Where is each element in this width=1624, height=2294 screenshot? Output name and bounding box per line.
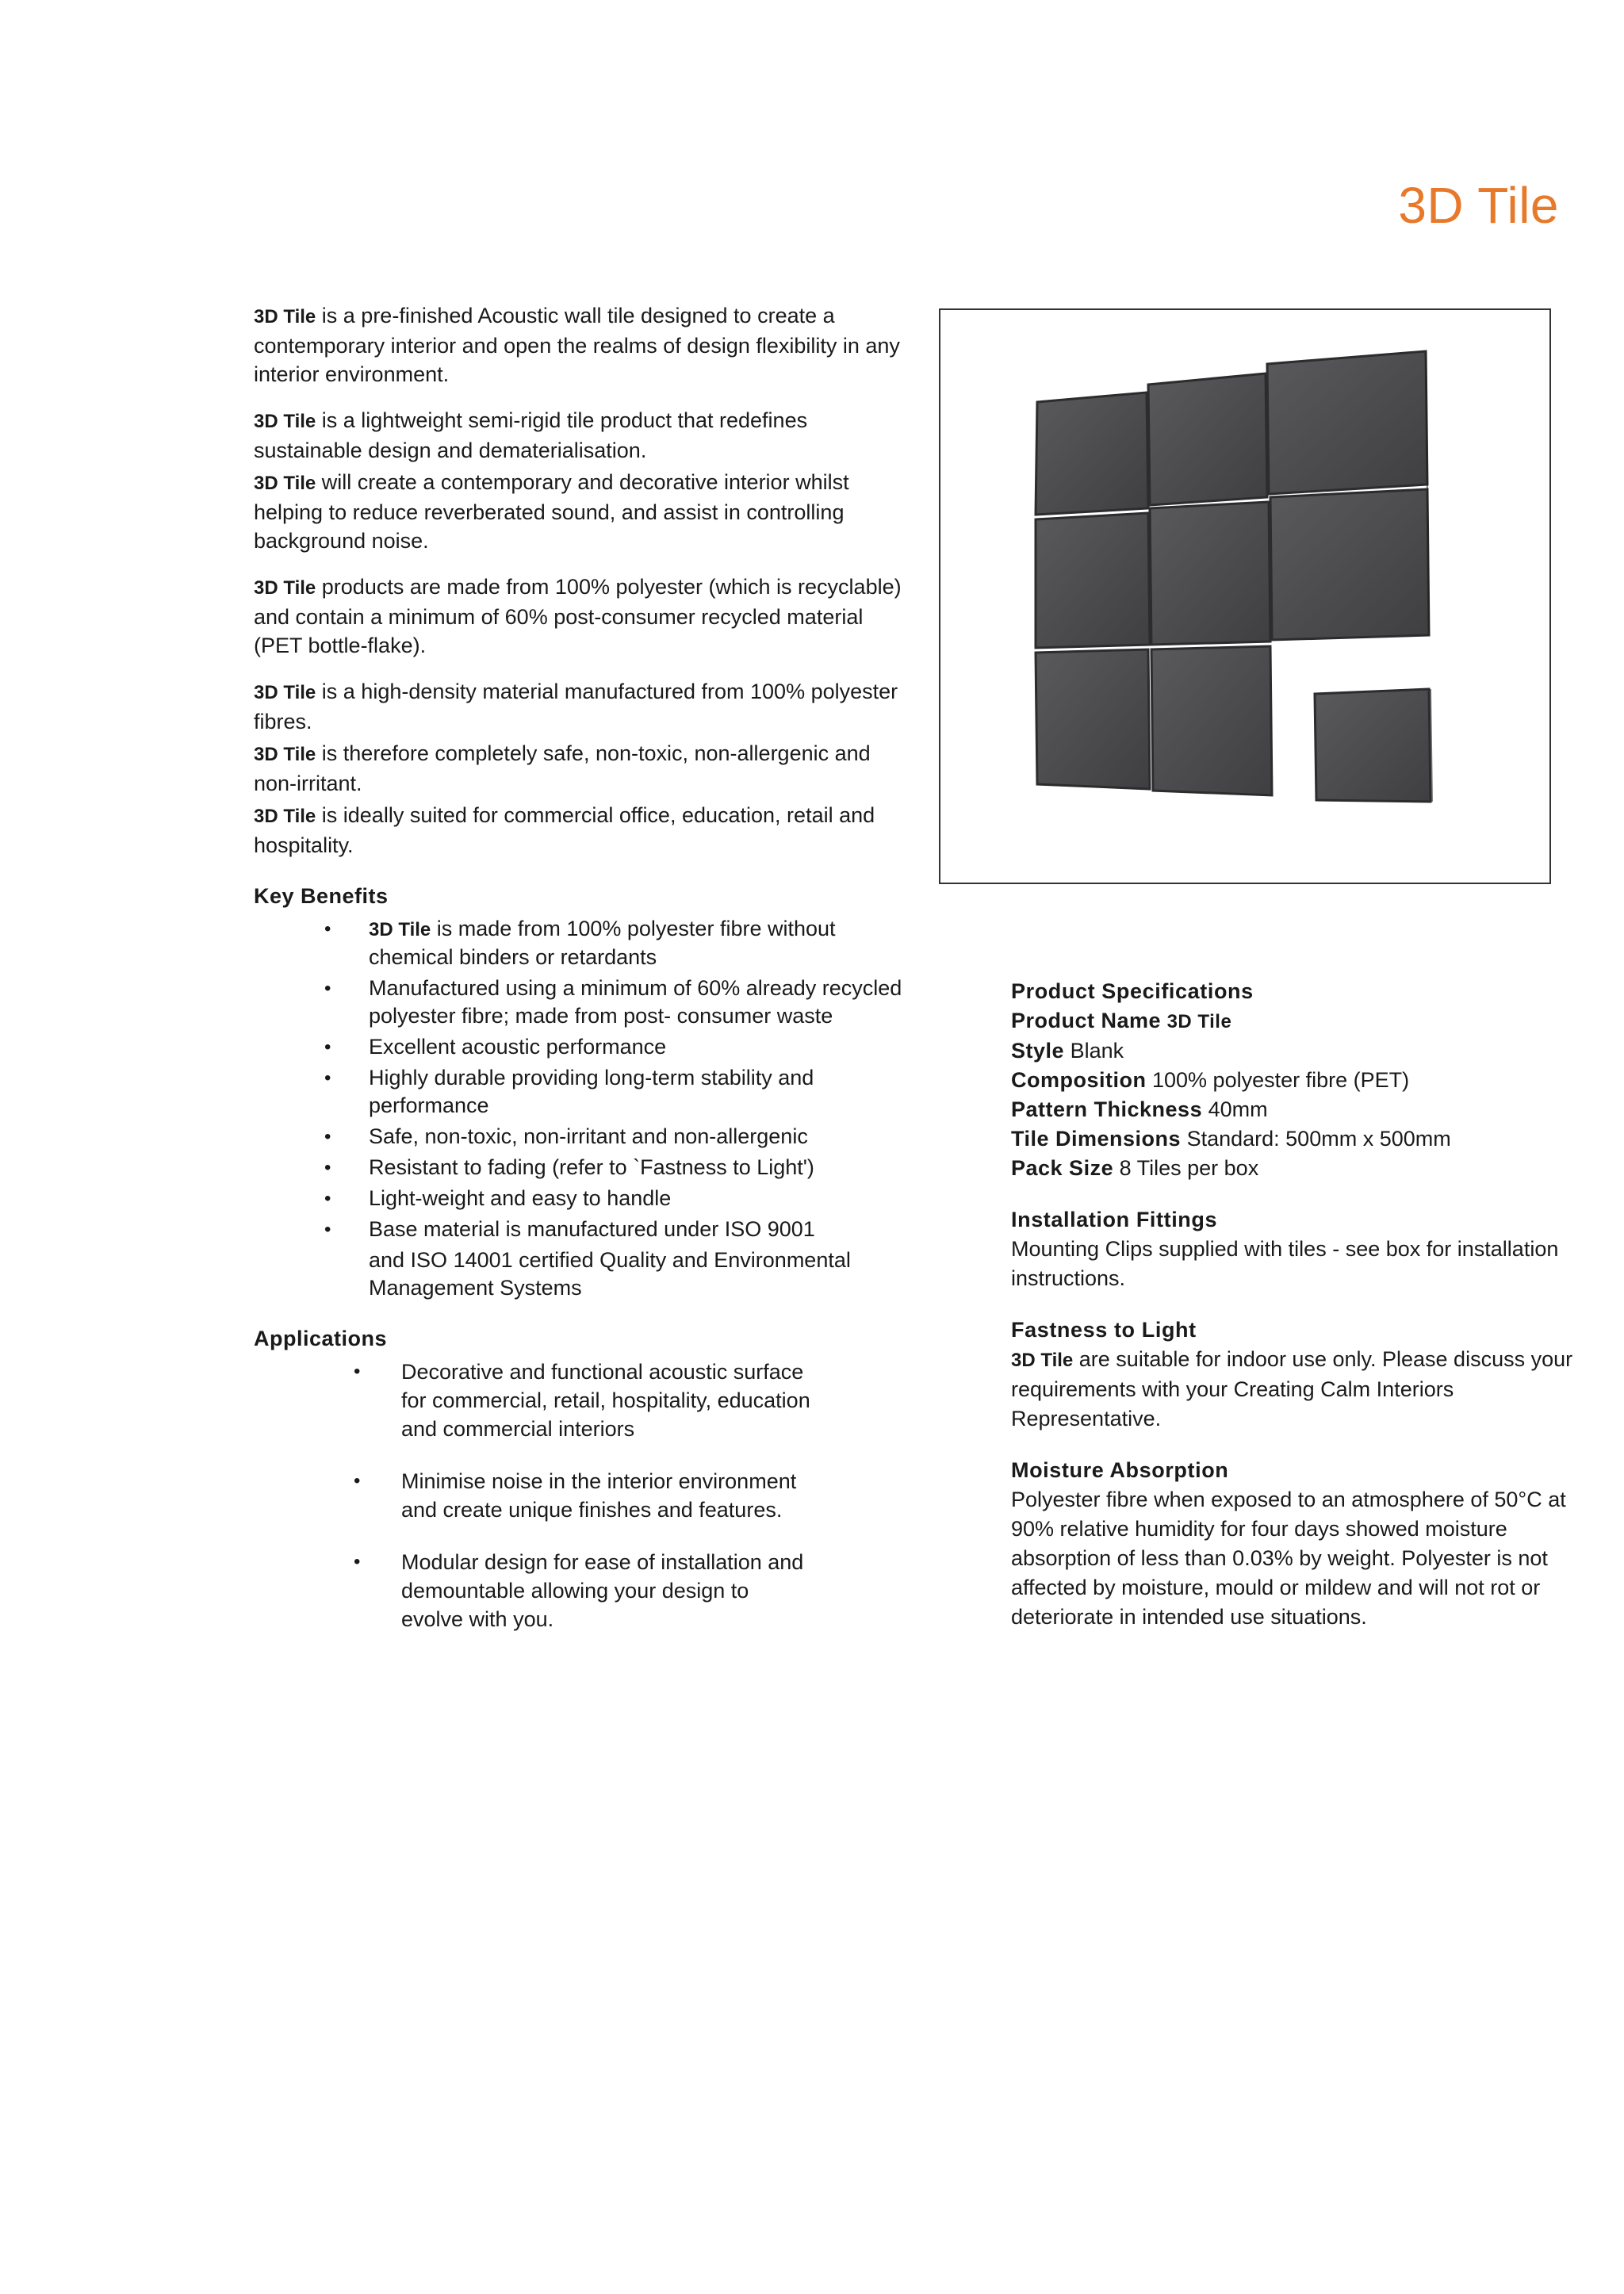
tile [1036, 649, 1150, 789]
spec-row: Style Blank [1011, 1039, 1124, 1063]
page-title: 3D Tile [1398, 177, 1559, 234]
spec-row: Composition 100% polyester fibre (PET) [1011, 1068, 1410, 1092]
left-column [254, 301, 904, 1657]
fastness-section [1011, 1316, 1582, 1434]
list-item: • Minimise noise in the interior environment and create unique finishes and features. [401, 1467, 814, 1524]
spec-row: Pattern Thickness 40mm [1011, 1097, 1268, 1121]
tile [1315, 689, 1431, 802]
installation-heading: Installation Fittings [1011, 1208, 1218, 1231]
spec-row: Tile Dimensions Standard: 500mm x 500mm [1011, 1127, 1451, 1151]
tile [1148, 373, 1267, 505]
right-column [1011, 977, 1582, 1654]
list-item: • Highly durable providing long-term stability and performance [369, 1064, 904, 1120]
spec-row: Pack Size 8 Tiles per box [1011, 1156, 1259, 1180]
fastness-heading: Fastness to Light [1011, 1318, 1197, 1342]
applications-list [254, 1358, 904, 1633]
key-benefits-heading: Key Benefits [254, 884, 389, 908]
fastness-text: 3D Tile are suitable for indoor use only. Please discuss your requirements with your Creating Calm Interiors Representative. [1011, 1347, 1573, 1430]
tile [1036, 513, 1150, 648]
intro-paragraph-6: 3D Tile is therefore completely safe, non-toxic, non-allergenic and non-irritant. [254, 741, 871, 795]
list-item: • Light-weight and easy to handle [369, 1185, 904, 1212]
list-item: • Base material is manufactured under ISO 9001 [369, 1216, 904, 1243]
key-benefits-list [254, 915, 904, 1243]
moisture-heading: Moisture Absorption [1011, 1458, 1229, 1482]
intro-paragraph-1: 3D Tile is a pre-finished Acoustic wall tile designed to create a contemporary interior and open the realms of design flexibility in any interior environment. [254, 304, 900, 386]
installation-text: Mounting Clips supplied with tiles - see box for installation instructions. [1011, 1237, 1559, 1290]
intro-paragraph-7: 3D Tile is ideally suited for commercial office, education, retail and hospitality. [254, 803, 875, 857]
list-item: • Safe, non-toxic, non-irritant and non-allergenic [369, 1123, 904, 1151]
tile [1151, 646, 1272, 795]
spec-row: Product Name 3D Tile [1011, 1009, 1232, 1032]
specifications [1011, 977, 1582, 1183]
list-item: • Modular design for ease of installation and demountable allowing your design to evolve with you. [401, 1548, 814, 1633]
moisture-section [1011, 1456, 1582, 1632]
tile [1036, 393, 1148, 515]
tile [1267, 351, 1427, 494]
list-item: • Excellent acoustic performance [369, 1033, 904, 1061]
list-item: • 3D Tile is made from 100% polyester fibre without chemical binders or retardants [369, 915, 904, 971]
applications-heading: Applications [254, 1327, 388, 1350]
moisture-text: Polyester fibre when exposed to an atmosphere of 50°C at 90% relative humidity for four days showed moisture absorption of less than 0.03% by weight. Polyester is not affected by moisture, mould or mildew and will not rot or deteriorate in intended use situations. [1011, 1488, 1566, 1629]
product-photo [939, 308, 1551, 884]
installation-section [1011, 1205, 1582, 1293]
intro-paragraph-4: 3D Tile products are made from 100% polyester (which is recyclable) and contain a minimum of 60% post-consumer recycled material (PET bottle-flake). [254, 575, 902, 657]
benefit-continuation: and ISO 14001 certified Quality and Environmental Management Systems [369, 1248, 851, 1300]
intro-paragraph-3: 3D Tile will create a contemporary and decorative interior whilst helping to reduce reverberated sound, and assist in controlling background noise. [254, 470, 849, 553]
list-item: • Decorative and functional acoustic surface for commercial, retail, hospitality, education and commercial interiors [401, 1358, 814, 1443]
tile [1270, 489, 1429, 640]
intro-paragraph-2: 3D Tile is a lightweight semi-rigid tile product that redefines sustainable design and dematerialisation. [254, 408, 808, 462]
list-item: • Manufactured using a minimum of 60% already recycled polyester fibre; made from post- consumer waste [369, 975, 904, 1030]
tile [1150, 502, 1270, 645]
list-item: • Resistant to fading (refer to `Fastness to Light') [369, 1154, 904, 1181]
tile-image [940, 310, 1549, 883]
specifications-heading: Product Specifications [1011, 979, 1254, 1003]
intro-paragraph-5: 3D Tile is a high-density material manufactured from 100% polyester fibres. [254, 680, 898, 733]
